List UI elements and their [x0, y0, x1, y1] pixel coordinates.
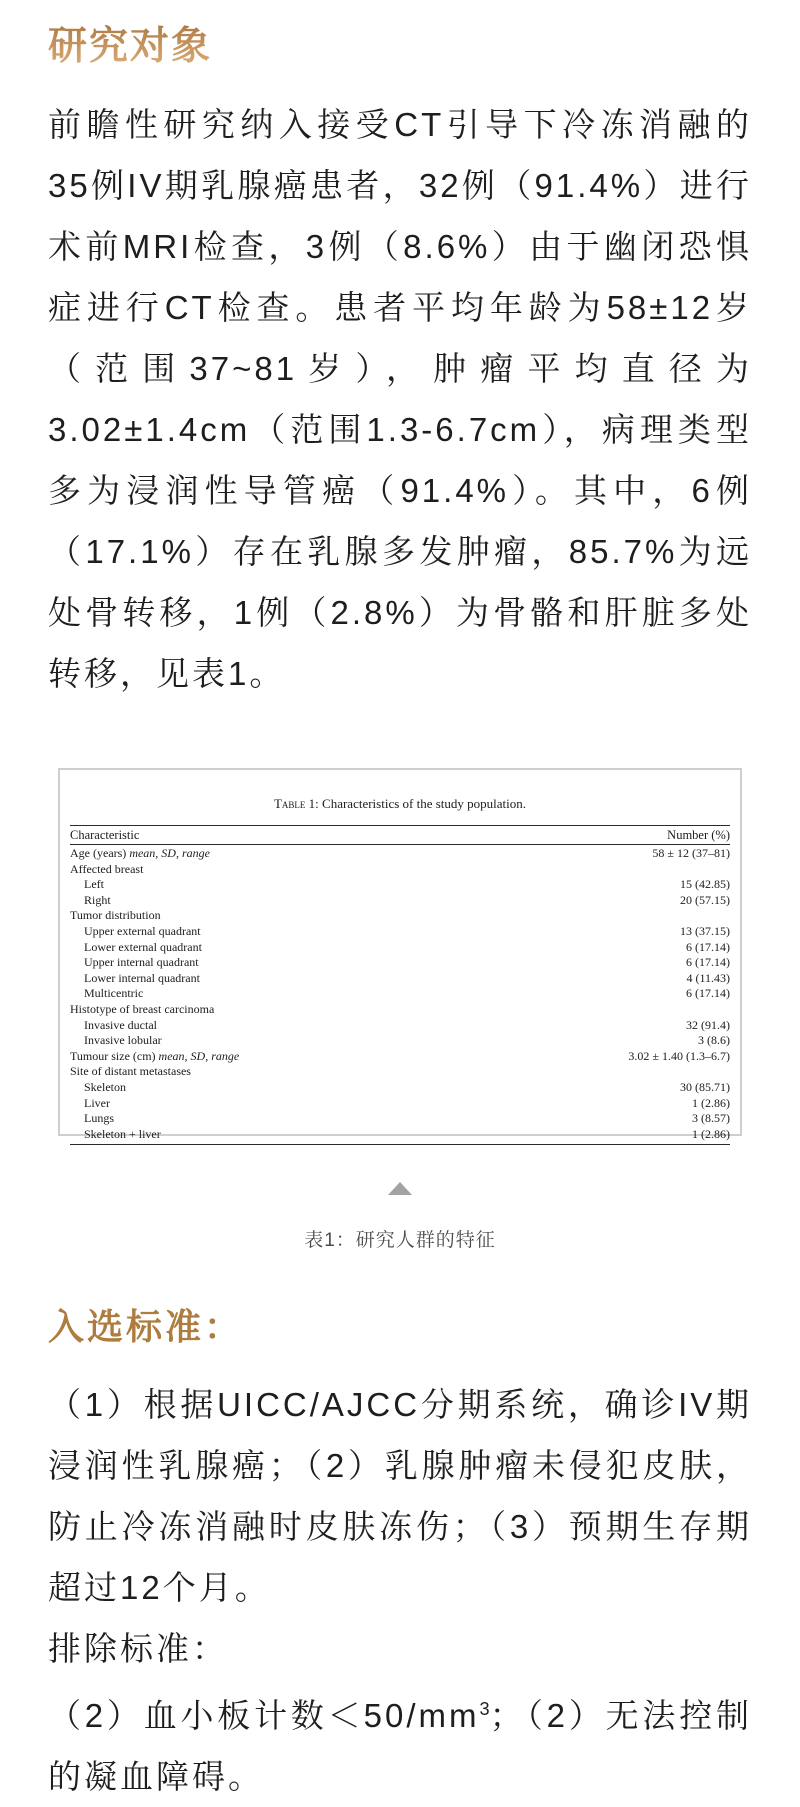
row-label: Tumor distribution: [70, 908, 161, 923]
row-label: Skeleton + liver: [84, 1126, 161, 1141]
row-value: 20 (57.15): [680, 892, 730, 907]
row-value: 58 ± 12 (37–81): [652, 846, 730, 860]
row-value: 3 (8.6): [698, 1033, 730, 1048]
table1-figure: [58, 768, 742, 1141]
row-label: Lungs: [84, 1111, 114, 1126]
table-caption: 表1：研究人群的特征: [304, 1230, 496, 1251]
row-value: 32 (91.4): [686, 1017, 730, 1032]
table-row: [70, 1080, 730, 1096]
row-label: Multicentric: [84, 986, 144, 1001]
table-row: [70, 986, 730, 1002]
row-label: Lower external quadrant: [84, 939, 202, 954]
paper-table-title: [70, 796, 730, 812]
table-row: [70, 940, 730, 956]
row-value: 3 (8.57): [692, 1111, 730, 1126]
table-row: [70, 1002, 730, 1018]
table-row: [70, 1127, 730, 1143]
paper-table-title-prefix: Table 1:: [273, 796, 323, 811]
row-label: Right: [84, 892, 111, 907]
row-label: Lower internal quadrant: [84, 970, 200, 985]
row-label: Invasive lobular: [84, 1033, 162, 1048]
row-value: 1 (2.86): [692, 1126, 730, 1141]
label-exclusion-criteria: 排除标准：: [48, 1630, 228, 1667]
table-row: [70, 1111, 730, 1127]
table-row: [70, 955, 730, 971]
exclusion-superscript: 3: [479, 1699, 490, 1719]
paper-table-title-text: Characteristics of the study population.: [322, 796, 527, 811]
row-value: 6 (17.14): [686, 939, 730, 954]
row-value: 13 (37.15): [680, 923, 730, 938]
row-label: Histotype of breast carcinoma: [70, 1001, 215, 1016]
column-header-characteristic: Characteristic: [70, 827, 140, 842]
paper-table-image: [58, 768, 742, 1141]
table-row: [70, 971, 730, 987]
row-label: Age (years) mean, SD, range: [70, 846, 210, 860]
paper-table-rows: [70, 845, 730, 1145]
table-row: [70, 877, 730, 893]
row-value: 30 (85.71): [680, 1079, 730, 1094]
row-label: Skeleton: [84, 1079, 126, 1094]
section-title-study-subjects: 研究对象: [48, 0, 212, 68]
paragraph-study-population: 前瞻性研究纳入接受CT引导下冷冻消融的35例IV期乳腺癌患者，32例（91.4%）进行术前MRI检查，3例（8.6%）由于幽闭恐惧症进行CT检查。患者平均年龄为58±12岁（范围37~81岁），肿瘤平均直径为3.02±1.4cm（范围1.3-6.7cm），病理类型多为浸润性导管癌（91.4%）。其中，6例（17.1%）存在乳腺多发肿瘤，85.7%为远处骨转移，1例（2.8%）为骨骼和肝脏多处转移，见表1。: [48, 106, 752, 692]
row-value: 3.02 ± 1.40 (1.3–6.7): [628, 1048, 730, 1063]
row-value: 1 (2.86): [692, 1095, 730, 1110]
row-label: Site of distant metastases: [70, 1064, 191, 1079]
paper-table-header: [70, 825, 730, 845]
row-label: Upper internal quadrant: [84, 955, 199, 970]
table-row: [70, 1033, 730, 1049]
table-row: [70, 908, 730, 924]
exclusion-text-post: ；（2）无法控制的凝血障碍。: [48, 1697, 752, 1795]
row-label: Invasive ductal: [84, 1017, 157, 1032]
table-row: [70, 1018, 730, 1034]
section-title-inclusion-criteria: 入选标准：: [48, 1306, 244, 1347]
row-label: Tumour size (cm) mean, SD, range: [70, 1048, 240, 1063]
paragraph-exclusion-criteria: [48, 1679, 752, 1807]
table-row: [70, 1049, 730, 1065]
collapse-arrow-icon[interactable]: [388, 1182, 412, 1195]
row-label: Affected breast: [70, 861, 144, 876]
row-label: Left: [84, 877, 104, 892]
row-value: 6 (17.14): [686, 955, 730, 970]
column-header-number: Number (%): [667, 827, 730, 842]
row-value: 4 (11.43): [686, 970, 730, 985]
row-value: 15 (42.85): [680, 877, 730, 892]
table-row: [70, 862, 730, 878]
row-label: Upper external quadrant: [84, 923, 201, 938]
row-label: Liver: [84, 1095, 110, 1110]
exclusion-text-pre: （2）血小板计数＜50/mm: [48, 1697, 480, 1734]
table-row: [70, 1096, 730, 1112]
table-row: [70, 893, 730, 909]
table-row: [70, 924, 730, 940]
table-row: [70, 1064, 730, 1080]
paragraph-inclusion-criteria: （1）根据UICC/AJCC分期系统，确诊IV期浸润性乳腺癌；（2）乳腺肿瘤未侵犯皮肤，防止冷冻消融时皮肤冻伤；（3）预期生存期超过12个月。: [48, 1386, 752, 1606]
table-row: [70, 846, 730, 862]
row-value: 6 (17.14): [686, 986, 730, 1001]
